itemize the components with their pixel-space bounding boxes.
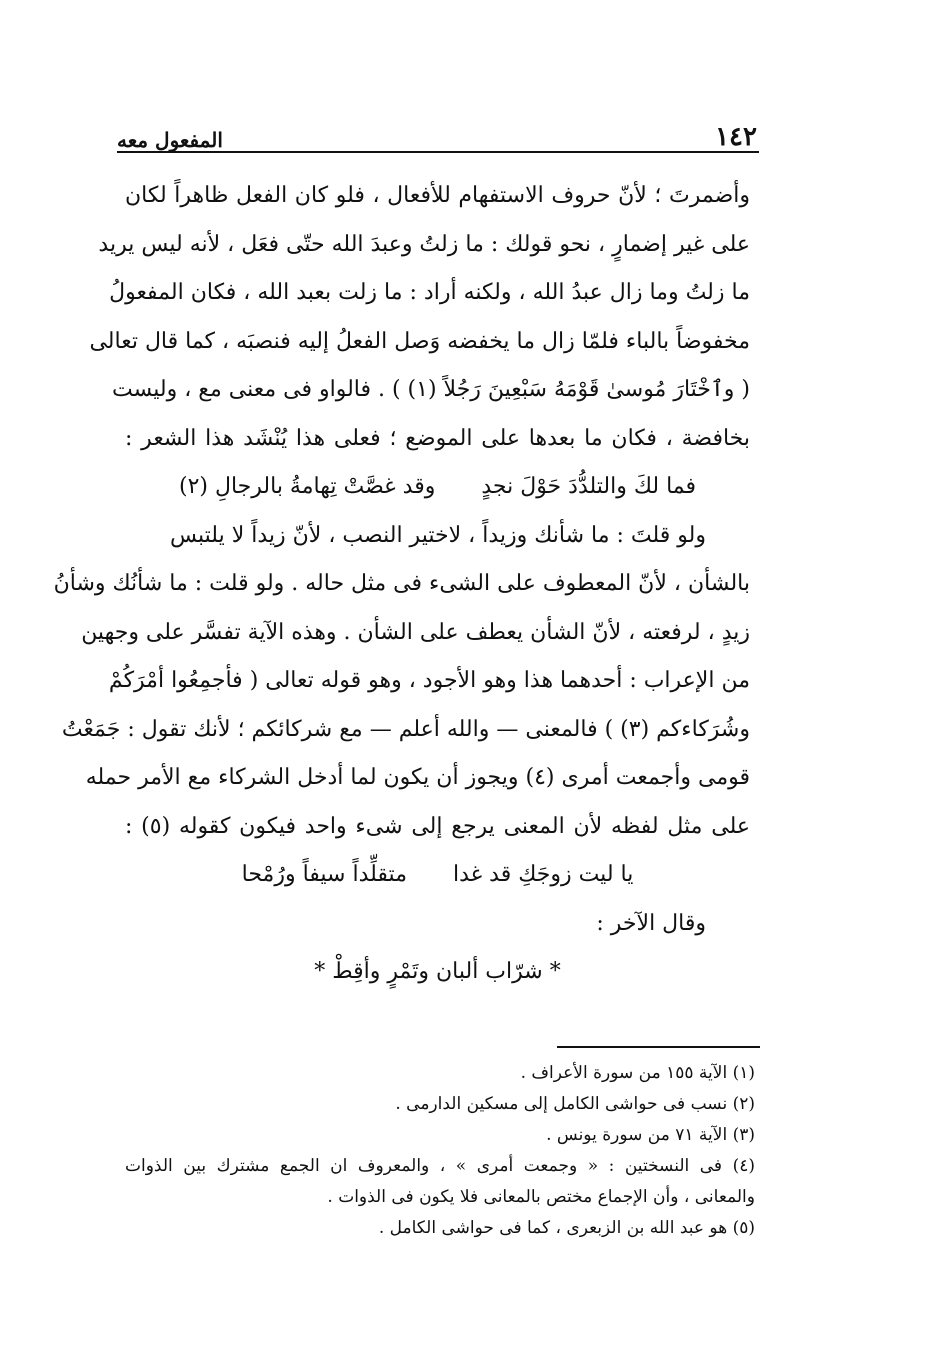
footnote-rule	[557, 1046, 760, 1048]
page-number: ١٤٢	[715, 122, 757, 152]
footnotes	[125, 1058, 755, 1244]
running-title: المفعول معه	[117, 128, 223, 152]
main-text	[53, 172, 750, 997]
text-line: بالشأن ، لأنّ المعطوف على الشىء فى مثل حاله . ولو قلت : ما شأنُك وشأنُ	[53, 571, 750, 596]
text-line: ( وٱخْتَارَ مُوسىٰ قَوْمَهُ سَبْعِينَ رَجُلاً (١) ) . فالواو فى معنى مع ، وليست	[112, 377, 750, 402]
text-line: قومى وأجمعت أمرى (٤) ويجوز أن يكون لما أدخل الشركاء مع الأمر حمله	[85, 765, 750, 790]
footnote-5: (٥) هو عبد الله بن الزبعرى ، كما فى حواشى الكامل .	[378, 1218, 755, 1238]
text-line: وأضمرتَ ؛ لأنّ حروف الاستفهام للأفعال ، فلو كان الفعل ظاهراً لكان	[125, 183, 750, 208]
text-line: زيدٍ ، لرفعته ، لأنّ الشأن يعطف على الشأن . وهذه الآية تفسَّر على وجهين	[81, 619, 750, 645]
text-line: وشُرَكاءكم (٣) ) فالمعنى — والله أعلم — مع شركائكم ؛ لأنك تقول : جَمَعْتُ	[61, 716, 750, 742]
verse-1	[125, 463, 750, 512]
text-line: مخفوضاً بالباء فلمّا زال ما يخفضه وَصل الفعلُ إليه فنصبَه ، كما قال تعالى	[89, 328, 750, 354]
text-line: من الإعراب : أحدهما هذا وهو الأجود ، وهو قوله تعالى ( فأجمِعُوا أمْرَكُمْ	[108, 668, 750, 693]
footnote-4: (٤) فى النسختين : « وجمعت أمرى » ، والمعروف ان الجمع مشترك بين الذوات	[125, 1156, 755, 1176]
text-line: على غير إضمارٍ ، نحو قولك : ما زلتُ وعبدَ الله حتّى فعَل ، لأنه ليس يريد	[98, 231, 750, 257]
footnote-3: (٣) الآية ٧١ من سورة يونس .	[546, 1125, 755, 1145]
text-line: ولو قلتَ : ما شأنك وزيداً ، لاختير النصب ، لأنّ زيداً لا يلتبس	[169, 522, 706, 548]
verse-3: * شرّاب ألبان وتَمْرٍ وأقِطْ *	[314, 959, 561, 984]
footnote-4-continued: والمعانى ، وأن الإجماع مختص بالمعانى فلا يكون فى الذوات .	[327, 1187, 755, 1207]
text-line: بخافضة ، فكان ما بعدها على الموضع ؛ فعلى هذا يُنْشَد هذا الشعر :	[125, 425, 750, 451]
verse-2	[125, 851, 750, 900]
text-line: ما زلتُ وما زال عبدُ الله ، ولكنه أراد : ما زلت بعبد الله ، فكان المفعولُ	[109, 280, 750, 305]
verse-2-second-hemistich: متقلِّداً سيفاً ورُمْحا	[241, 862, 407, 887]
text-line: على مثل لفظه لأن المعنى يرجع إلى شىء واحد فيكون كقوله (٥) :	[125, 813, 750, 839]
header-rule	[117, 151, 759, 153]
verse-1-second-hemistich: وقد غصَّتْ تِهامةُ بالرجالِ (٢)	[178, 474, 436, 499]
footnote-1: (١) الآية ١٥٥ من سورة الأعراف .	[520, 1063, 755, 1083]
verse-1-first-hemistich: فما لكَ والتلدُّدَ حَوْلَ نجدٍ	[481, 474, 697, 499]
footnote-2: (٢) نسب فى حواشى الكامل إلى مسكين الدارمى .	[395, 1094, 755, 1114]
other-poet-intro: وقال الآخر :	[596, 910, 706, 936]
verse-2-first-hemistich: يا ليت زوجَكِ قد غدا	[452, 862, 634, 887]
page-header	[117, 112, 757, 150]
